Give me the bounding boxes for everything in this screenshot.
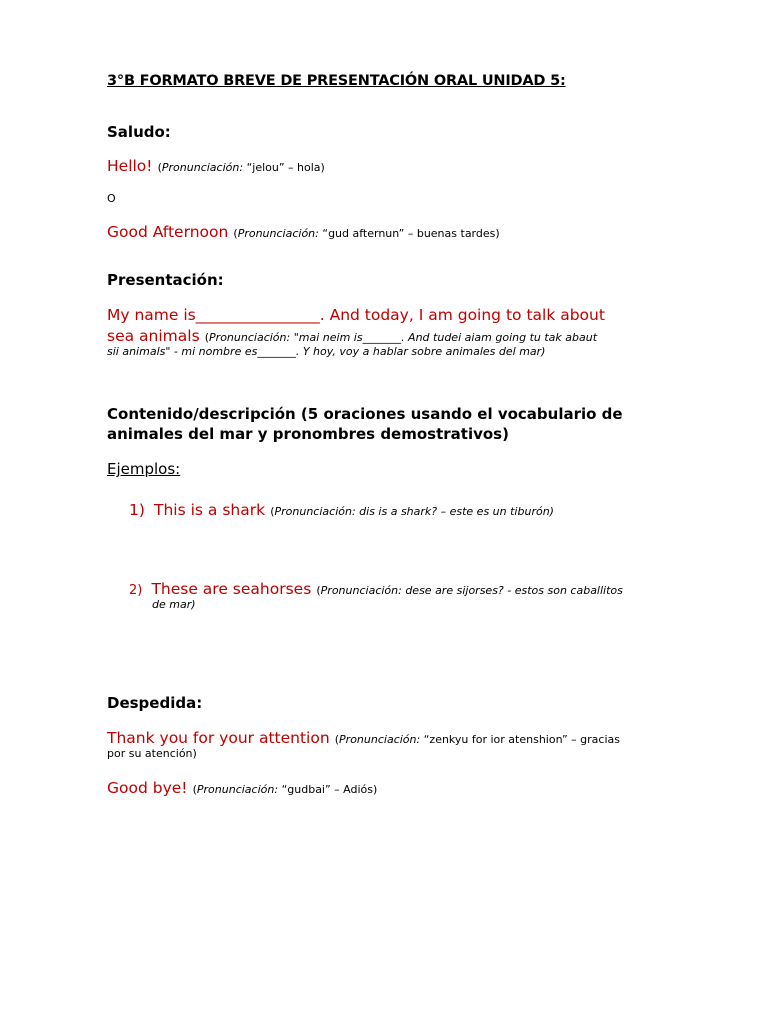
example-2-text: These are seahorses <box>151 580 312 598</box>
contenido-heading-2: animales del mar y pronombres demostrativos) <box>107 425 509 443</box>
thanks-line <box>107 728 620 747</box>
hello-text: Hello! <box>107 157 153 175</box>
example-2 <box>129 579 623 598</box>
example-2-pronunciation-2: de mar) <box>152 598 196 611</box>
presentation-pronunciation-2: sii animals" - mi nombre es_______. Y hoy, voy a hablar sobre animales del mar) <box>107 345 546 358</box>
example-2-number: 2) <box>129 583 143 598</box>
thanks-pronunciation: (Pronunciación: “zenkyu for ior atenshion” – gracias <box>334 733 620 746</box>
afternoon-line <box>107 222 500 241</box>
example-2-pronunciation-1: (Pronunciación: dese are sijorses? - estos son caballitos <box>316 584 623 597</box>
example-1-number: 1) <box>129 501 145 519</box>
ejemplos-label: Ejemplos: <box>107 460 181 478</box>
example-1-pronunciation: (Pronunciación: dis is a shark? – este es un tiburón) <box>270 505 554 518</box>
presentation-pronunciation-1: (Pronunciación: "mai neim is_______. And tudei aiam going tu tak abaut <box>204 331 598 344</box>
thanks-text: Thank you for your attention <box>107 729 330 747</box>
hello-pronunciation: (Pronunciación: “jelou” – hola) <box>157 161 325 174</box>
afternoon-text: Good Afternoon <box>107 223 229 241</box>
example-1-text: This is a shark <box>154 501 266 519</box>
presentation-line1: My name is________________. And today, I am going to talk about <box>107 306 605 324</box>
thanks-pronunciation-2: por su atención) <box>107 747 197 760</box>
despedida-heading: Despedida: <box>107 694 203 712</box>
hello-line <box>107 156 325 175</box>
contenido-heading-1: Contenido/descripción (5 oraciones usando el vocabulario de <box>107 405 623 423</box>
presentation-line2 <box>107 326 597 345</box>
sea-animals-text: sea animals <box>107 327 200 345</box>
goodbye-text: Good bye! <box>107 779 188 797</box>
presentacion-heading: Presentación: <box>107 271 224 289</box>
example-1 <box>129 500 554 519</box>
saludo-heading: Saludo: <box>107 123 171 141</box>
page-title: 3°B FORMATO BREVE DE PRESENTACIÓN ORAL UNIDAD 5: <box>107 73 566 89</box>
afternoon-pronunciation: (Pronunciación: “gud afternun” – buenas tardes) <box>233 227 500 240</box>
goodbye-pronunciation: (Pronunciación: “gudbai” – Adiós) <box>192 783 378 796</box>
or-text: O <box>107 192 116 205</box>
goodbye-line <box>107 778 377 797</box>
